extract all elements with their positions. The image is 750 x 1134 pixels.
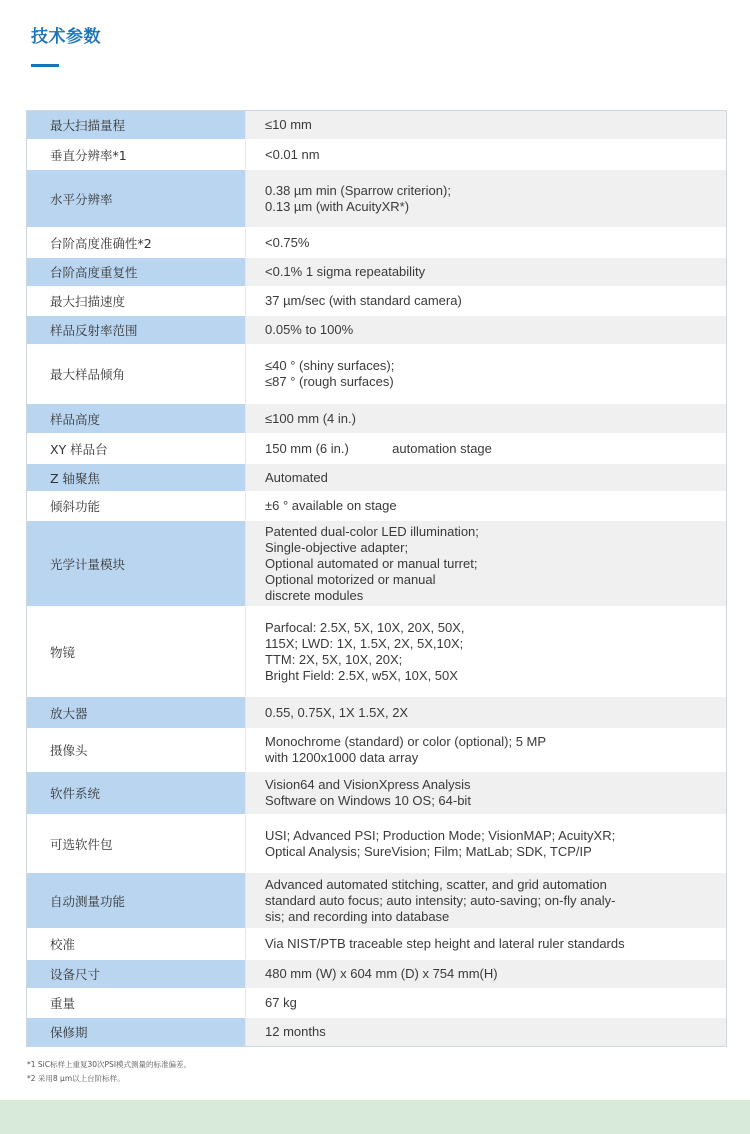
spec-value — [245, 772, 726, 814]
spec-value-line: 150 mm (6 in.) automation stage — [265, 440, 492, 456]
spec-row — [27, 772, 726, 815]
spec-value — [245, 929, 726, 959]
spec-label: 可选软件包 — [27, 815, 245, 872]
spec-value — [245, 316, 726, 344]
spec-row — [27, 697, 726, 729]
spec-value-line: sis; and recording into database — [265, 908, 450, 924]
spec-value — [245, 729, 726, 771]
spec-value — [245, 607, 726, 696]
spec-value-line: discrete modules — [265, 587, 364, 603]
spec-value-line: ≤87 ° (rough surfaces) — [265, 374, 394, 389]
spec-row — [27, 873, 726, 929]
spec-value — [245, 228, 726, 257]
spec-value-line: Optional motorized or manual — [265, 571, 436, 587]
spec-row — [27, 521, 726, 607]
spec-label: 样品反射率范围 — [27, 316, 245, 344]
spec-label: 摄像头 — [27, 729, 245, 771]
spec-row — [27, 111, 726, 140]
spec-value-line: TTM: 2X, 5X, 10X, 20X; — [265, 651, 403, 667]
spec-value — [245, 989, 726, 1017]
spec-value-line: 0.05% to 100% — [265, 322, 354, 337]
spec-label: 光学计量模块 — [27, 521, 245, 606]
spec-label: 重量 — [27, 989, 245, 1017]
spec-value-line: Parfocal: 2.5X, 5X, 10X, 20X, 50X, — [265, 619, 465, 635]
spec-value — [245, 287, 726, 315]
spec-label: XY 样品台 — [27, 434, 245, 463]
spec-label: 倾斜功能 — [27, 492, 245, 520]
spec-label: 垂直分辨率*1 — [27, 140, 245, 169]
spec-value — [245, 140, 726, 169]
spec-value — [245, 1018, 726, 1046]
spec-value-line: Optional automated or manual turret; — [265, 555, 478, 571]
spec-row — [27, 1018, 726, 1046]
spec-value-line: Optical Analysis; SureVision; Film; MatLab; SDK, TCP/IP — [265, 843, 592, 859]
spec-label: 物镜 — [27, 607, 245, 696]
spec-label: 最大扫描速度 — [27, 287, 245, 315]
spec-value-line: 12 months — [265, 1024, 326, 1039]
spec-value-line: ≤100 mm (4 in.) — [265, 410, 356, 426]
spec-value-line: 0.13 µm (with AcuityXR*) — [265, 198, 410, 214]
spec-label: 设备尺寸 — [27, 960, 245, 988]
spec-value-line: 115X; LWD: 1X, 1.5X, 2X, 5X,10X; — [265, 635, 464, 651]
spec-value-line: Single-objective adapter; — [265, 539, 409, 555]
spec-value-line: Monochrome (standard) or color (optional); 5 MP — [265, 734, 547, 749]
title-underline — [31, 64, 59, 67]
spec-row — [27, 404, 726, 434]
spec-row — [27, 729, 726, 772]
spec-value-line: 0.55, 0.75X, 1X 1.5X, 2X — [265, 704, 409, 720]
spec-row — [27, 345, 726, 404]
spec-row — [27, 140, 726, 170]
spec-value-line: Automated — [265, 469, 328, 485]
spec-label: Z 轴聚焦 — [27, 464, 245, 491]
spec-value-line: Advanced automated stitching, scatter, and grid automation — [265, 876, 607, 892]
spec-row — [27, 989, 726, 1018]
footnote-2: *2 采用8 µm以上台阶标样。 — [27, 1074, 125, 1083]
spec-label: 水平分辨率 — [27, 170, 245, 227]
spec-value — [245, 111, 726, 139]
spec-label: 最大扫描量程 — [27, 111, 245, 139]
spec-value-line: <0.1% 1 sigma repeatability — [265, 264, 426, 279]
footer-band — [0, 1100, 750, 1134]
spec-value-line: Patented dual-color LED illumination; — [265, 523, 479, 539]
spec-row — [27, 607, 726, 697]
spec-row — [27, 316, 726, 345]
spec-value-line: USI; Advanced PSI; Production Mode; VisionMAP; AcuityXR; — [265, 827, 616, 843]
spec-row — [27, 287, 726, 316]
spec-value-line: ≤40 ° (shiny surfaces); — [265, 358, 395, 373]
spec-value-line: <0.01 nm — [265, 146, 320, 162]
spec-label: 放大器 — [27, 697, 245, 728]
spec-value — [245, 170, 726, 227]
spec-value-line: Vision64 and VisionXpress Analysis — [265, 777, 471, 792]
page-title: 技术参数 — [31, 27, 101, 47]
spec-value — [245, 258, 726, 286]
spec-value-line: ≤10 mm — [265, 117, 312, 132]
spec-value-line: 0.38 µm min (Sparrow criterion); — [265, 182, 451, 198]
spec-value-line: <0.75% — [265, 234, 310, 250]
spec-value — [245, 404, 726, 433]
spec-value — [245, 464, 726, 491]
spec-row — [27, 258, 726, 287]
spec-value-line: Software on Windows 10 OS; 64-bit — [265, 793, 471, 808]
spec-value-line: with 1200x1000 data array — [265, 750, 419, 765]
spec-row — [27, 464, 726, 492]
spec-value — [245, 697, 726, 728]
spec-value-line: Via NIST/PTB traceable step height and lateral ruler standards — [265, 936, 625, 951]
spec-label: 校准 — [27, 929, 245, 959]
spec-row — [27, 228, 726, 258]
spec-value-line: Bright Field: 2.5X, w5X, 10X, 50X — [265, 667, 458, 683]
spec-value — [245, 815, 726, 872]
spec-value — [245, 960, 726, 988]
footnotes — [27, 1058, 191, 1086]
spec-value — [245, 345, 726, 403]
spec-label: 保修期 — [27, 1018, 245, 1046]
spec-row — [27, 170, 726, 228]
spec-value-line: ±6 ° available on stage — [265, 498, 397, 513]
spec-label: 软件系统 — [27, 772, 245, 814]
spec-label: 台阶高度准确性*2 — [27, 228, 245, 257]
spec-value — [245, 492, 726, 520]
spec-value — [245, 521, 726, 606]
spec-value — [245, 434, 726, 463]
spec-value-line: 37 µm/sec (with standard camera) — [265, 293, 462, 308]
spec-row — [27, 492, 726, 521]
spec-row — [27, 960, 726, 989]
spec-label: 自动测量功能 — [27, 873, 245, 928]
spec-row — [27, 929, 726, 960]
spec-row — [27, 815, 726, 873]
spec-row — [27, 434, 726, 464]
spec-value — [245, 873, 726, 928]
footnote-1: *1 SiC标样上重复30次PSI模式测量的标准偏差。 — [27, 1060, 192, 1069]
spec-value-line: 67 kg — [265, 995, 297, 1010]
spec-value-line: standard auto focus; auto intensity; auto-saving; on-fly analy- — [265, 892, 616, 908]
spec-value-line: 480 mm (W) x 604 mm (D) x 754 mm(H) — [265, 966, 498, 981]
spec-label: 台阶高度重复性 — [27, 258, 245, 286]
spec-label: 样品高度 — [27, 404, 245, 433]
spec-table — [26, 110, 727, 1047]
spec-label: 最大样品倾角 — [27, 345, 245, 403]
